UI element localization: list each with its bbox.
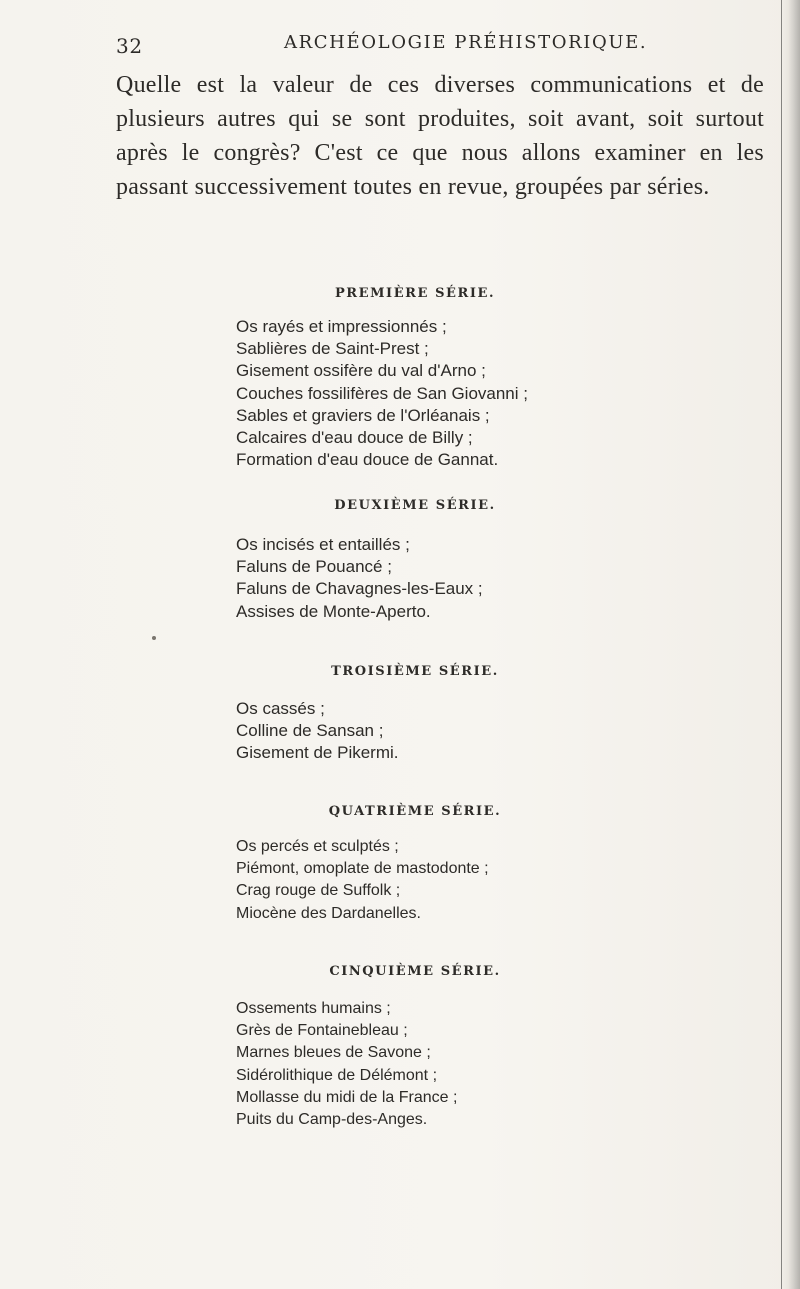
list-item: Puits du Camp-des-Anges. [236,1111,428,1129]
list-item: Gisement de Pikermi. [236,743,399,763]
list-item: Sablières de Saint-Prest ; [236,339,429,359]
list-item: Ossements humains ; [236,1000,391,1017]
intro-paragraph: Quelle est la valeur de ces diverses communications et de plusieurs autres qui se sont produites, soit avant, soit surtout après le congrès? C'est ce que nous allons examiner en les passant successivement toutes en revue, groupées par séries. [116,72,764,200]
list-item: Gisement ossifère du val d'Arno ; [236,361,486,381]
list-item: Marnes bleues de Savone ; [236,1044,431,1062]
list-item: Grès de Fontainebleau ; [236,1022,408,1040]
list-item: Calcaires d'eau douce de Billy ; [236,428,473,448]
series-list-2 [236,534,656,623]
page-binding-edge [781,0,800,1289]
list-item: Piémont, omoplate de mastodonte ; [236,860,489,878]
list-item: Formation d'eau douce de Gannat. [236,450,499,470]
ink-mark [152,636,156,640]
series-list-1 [236,316,656,471]
series-heading-5: CINQUIÈME SÉRIE. [329,964,501,979]
list-item: Crag rouge de Suffolk ; [236,882,401,900]
list-item: Os incisés et entaillés ; [236,535,410,554]
list-item: Assises de Monte-Aperto. [236,601,431,621]
list-item: Faluns de Chavagnes-les-Eaux ; [236,579,483,599]
list-item: Faluns de Pouancé ; [236,557,392,577]
series-heading-4: QUATRIÈME SÉRIE. [328,804,502,819]
series-list-3 [236,698,656,765]
list-item: Os cassés ; [236,699,325,718]
series-heading-2: DEUXIÈME SÉRIE. [334,498,496,513]
page-number: 32 [116,34,143,58]
series-list-4 [236,836,656,925]
list-item: Os percés et sculptés ; [236,838,399,855]
list-item: Couches fossilifères de San Giovanni ; [236,383,528,403]
series-heading-1: PREMIÈRE SÉRIE. [334,286,496,301]
list-item: Sables et graviers de l'Orléanais ; [236,405,490,425]
list-item: Colline de Sansan ; [236,721,384,741]
list-item: Sidérolithique de Délémont ; [236,1066,438,1084]
list-item: Miocène des Dardanelles. [236,904,421,922]
running-title: ARCHÉOLOGIE PRÉHISTORIQUE. [284,32,648,53]
list-item: Os rayés et impressionnés ; [236,317,447,336]
series-list-5 [236,998,656,1131]
series-heading-3: TROISIÈME SÉRIE. [331,664,499,679]
running-head [116,24,776,64]
list-item: Mollasse du midi de la France ; [236,1088,458,1106]
